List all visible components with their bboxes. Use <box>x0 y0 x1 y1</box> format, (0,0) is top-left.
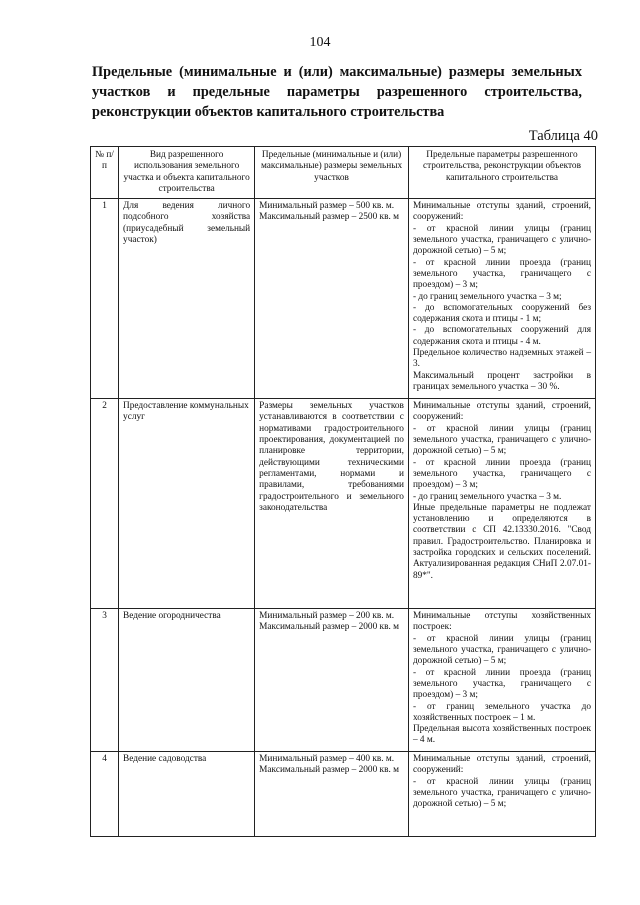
page-title: Предельные (минимальные и (или) максимальные) размеры земельных участков и предельные параметры разрешенного строительства, реконструкции объектов капитального строительства <box>92 64 582 120</box>
table-caption: Таблица 40 <box>528 128 598 144</box>
land-size-line: Минимальный размер – 500 кв. м. <box>259 201 395 212</box>
build-param-line: - от красной линии улицы (границ земельного участка, граничащего с улично-дорожной сетью) – 5 м; <box>412 776 591 810</box>
build-param-line: Предельная высота хозяйственных построек – 4 м. <box>412 724 591 746</box>
build-param-line: - от границ земельного участка до хозяйственных построек – 1 м. <box>412 701 591 723</box>
land-size-cell <box>255 199 409 399</box>
build-param-line: - от красной линии улицы (границ земельного участка, граничащего с улично-дорожной сетью) – 5 м; <box>412 633 591 667</box>
build-param-line: - от красной линии улицы (границ земельного участка, граничащего с улично-дорожной сетью) – 5 м; <box>412 423 591 457</box>
header-use-kind: Вид разрешенного использования земельного участка и объекта капитального строительства <box>119 147 255 199</box>
row-number: 3 <box>91 609 119 752</box>
build-param-line: - от красной линии проезда (границ земельного участка, граничащего с проездом) – 3 м; <box>412 457 591 491</box>
land-size-cell <box>255 399 409 609</box>
build-param-line: - от красной линии проезда (границ земельного участка, граничащего с проездом) – 3 м; <box>412 257 591 291</box>
land-size-line: Минимальный размер – 400 кв. м. <box>259 754 395 765</box>
table-row <box>91 609 596 752</box>
use-kind-cell: Предоставление коммунальных услуг <box>119 399 255 609</box>
land-size-line: Минимальный размер – 200 кв. м. <box>259 611 395 622</box>
land-size-line: Максимальный размер – 2000 кв. м <box>259 622 399 633</box>
row-number: 4 <box>91 752 119 837</box>
build-param-line: Минимальные отступы хозяйственных построек: <box>412 611 591 633</box>
parameters-table <box>90 146 596 837</box>
land-size-cell <box>255 752 409 837</box>
table-row <box>91 199 596 399</box>
page-number: 104 <box>309 35 331 50</box>
row-number: 2 <box>91 399 119 609</box>
header-build-params: Предельные параметры разрешенного строительства, реконструкции объектов капитального строительства <box>408 147 595 199</box>
build-param-line: - до вспомогательных сооружений без содержания скота и птицы - 1 м; <box>412 302 591 325</box>
build-param-line: Минимальные отступы зданий, строений, сооружений: <box>412 754 591 776</box>
build-param-line: Минимальные отступы зданий, строений, сооружений: <box>412 201 591 223</box>
table-row <box>91 399 596 609</box>
build-param-line: - до границ земельного участка – 3 м; <box>412 291 562 302</box>
land-size-line: Размеры земельных участков устанавливаются в соответствии с нормативами градостроительного проектирования, документацией по планировке территории, действующими техническими регламентами, нормами и правилами, требованиями градостроительного и земельного законодательства <box>259 401 404 513</box>
use-kind-cell: Для ведения личного подсобного хозяйства (приусадебный земельный участок) <box>119 199 255 399</box>
build-param-line: Иные предельные параметры не подлежат установлению и определяются в соответствии с СП 42.13330.2016. "Свод правил. Градостроительство. Планировка и застройка городских и сельских поселений. Актуализированная редакция СНиП 2.07.01-89*". <box>412 502 591 581</box>
build-param-line: Минимальные отступы зданий, строений, сооружений: <box>412 401 591 423</box>
header-number: № п/п <box>91 147 119 199</box>
land-size-line: Максимальный размер – 2000 кв. м <box>259 765 399 776</box>
table-row <box>91 752 596 837</box>
build-param-line: - до границ земельного участка – 3 м. <box>412 491 562 502</box>
row-number: 1 <box>91 199 119 399</box>
land-size-line: Максимальный размер – 2500 кв. м <box>259 212 399 223</box>
build-params-cell <box>408 752 595 837</box>
header-land-size: Предельные (минимальные и (или) максимальные) размеры земельных участков <box>255 147 409 199</box>
table-header-row <box>91 147 596 199</box>
build-params-cell <box>408 199 595 399</box>
build-param-line: Максимальный процент застройки в границах земельного участка – 30 %. <box>412 370 591 392</box>
use-kind-cell: Ведение огородничества <box>119 609 255 752</box>
land-size-cell <box>255 609 409 752</box>
build-params-cell <box>408 609 595 752</box>
build-param-line: - до вспомогательных сооружений для содержания скота и птицы - 4 м. <box>412 325 591 347</box>
build-params-cell <box>408 399 595 609</box>
use-kind-cell: Ведение садоводства <box>119 752 255 837</box>
build-param-line: - от красной линии улицы (границ земельного участка, граничащего с улично-дорожной сетью) – 5 м; <box>412 223 591 257</box>
build-param-line: Предельное количество надземных этажей – 3. <box>412 348 591 370</box>
build-param-line: - от красной линии проезда (границ земельного участка, граничащего с проездом) – 3 м; <box>412 667 591 701</box>
